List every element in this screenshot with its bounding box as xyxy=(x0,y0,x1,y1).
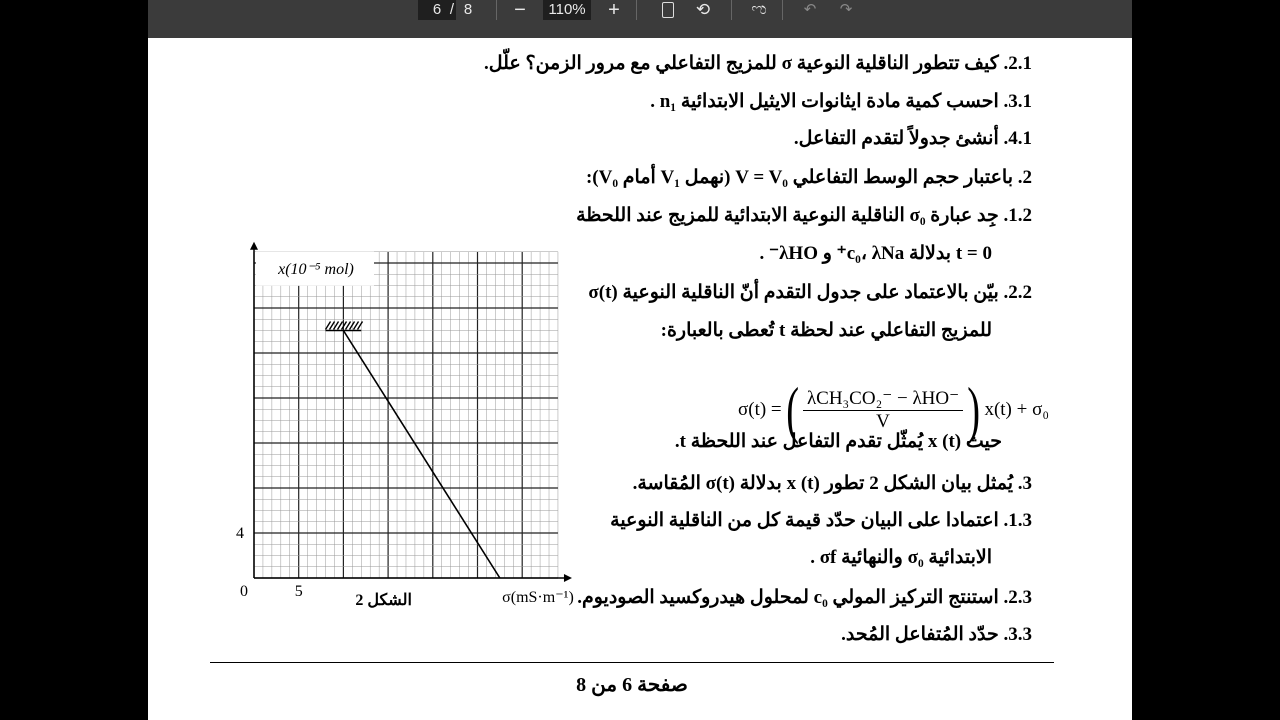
conductivity-formula: σ(t) = ( $\frac{\text{λCH₃CO₂⁻ − λHO⁻}}{V}$ ) x(t) + σ₀ xyxy=(738,374,1049,445)
question-1-2: 1.2. جِد عبارة σ₀ الناقلية النوعية الابتدائية للمزيج عند اللحظة xyxy=(576,205,1032,226)
question-4-1: 4.1. أنشئ جدولاً لتقدم التفاعل. xyxy=(793,128,1032,149)
draw-icon[interactable]: ಌ xyxy=(751,1,767,18)
figure-caption: الشكل 2 xyxy=(355,592,412,609)
x-axis-label: σ(mS·m⁻¹) xyxy=(502,589,574,606)
formula-numerator: λCH₃CO₂⁻ − λHO⁻ xyxy=(803,387,963,411)
footer-divider xyxy=(210,662,1054,663)
question-2-1: 2.1. كيف تتطور الناقلية النوعية σ للمزيج التفاعلي مع مرور الزمن؟ علّل. xyxy=(483,53,1032,74)
zoom-out-button[interactable]: − xyxy=(514,0,526,21)
question-2-2: 2.2. بيّن بالاعتماد على جدول التقدم أنّ الناقلية النوعية σ(t) xyxy=(588,282,1032,303)
formula-note: حيث x (t) يُمثّل تقدم التفاعل عند اللحظة t. xyxy=(674,431,1002,452)
zoom-input[interactable]: 110% xyxy=(543,0,591,20)
rotate-icon[interactable]: ⟲ xyxy=(695,0,711,19)
question-2-3: 2.3. استنتج التركيز المولي c₀ لمحلول هيدروكسيد الصوديوم. xyxy=(577,587,1032,608)
question-3: 3. يُمثل بيان الشكل 2 تطور x (t) بدلالة σ(t) المُقاسة. xyxy=(632,473,1032,494)
question-1-3: 1.3. اعتمادا على البيان حدّد قيمة كل من الناقلية النوعية xyxy=(610,510,1032,531)
formula-lhs: σ(t) = xyxy=(738,399,782,420)
question-3-1: 3.1. احسب كمية مادة ايثانوات الايثيل الابتدائية n₁ . xyxy=(650,91,1032,112)
figure-2-graph xyxy=(230,240,590,620)
question-2-2-cont: للمزيج التفاعلي عند لحظة t تُعطى بالعبارة: xyxy=(660,320,992,341)
redo-icon[interactable]: ↷ xyxy=(839,1,853,18)
formula-rhs: x(t) + σ₀ xyxy=(984,399,1049,420)
y-axis-label: x(10⁻⁵ mol) xyxy=(278,260,354,278)
page-number-input[interactable]: 6 xyxy=(418,0,456,20)
fit-page-icon[interactable] xyxy=(658,0,678,20)
x-axis-arrow xyxy=(564,574,572,582)
y-tick-label: 4 xyxy=(236,525,244,542)
pdf-toolbar xyxy=(148,0,1132,38)
undo-icon[interactable]: ↶ xyxy=(803,1,817,18)
page-footer: صفحة 6 من 8 xyxy=(576,674,688,696)
page-total: 8 xyxy=(463,1,473,18)
formula-denominator: V xyxy=(876,411,890,432)
question-3-3: 3.3. حدّد المُتفاعل المُحد. xyxy=(841,624,1032,645)
y-axis-arrow xyxy=(250,242,258,250)
zoom-in-button[interactable]: + xyxy=(608,0,620,21)
question-1-3-cont: الابتدائية σ₀ والنهائية σf . xyxy=(810,547,992,568)
x-tick-label: 0 xyxy=(240,583,248,600)
page-separator: / xyxy=(449,1,455,18)
x-tick-label: 5 xyxy=(294,583,303,600)
question-1-2-cont: t = 0 بدلالة c₀، λNa⁺ و λHO⁻ . xyxy=(759,243,992,264)
question-2: 2. باعتبار حجم الوسط التفاعلي V = V₀ (نهمل V₁ أمام V₀): xyxy=(585,167,1032,188)
pdf-page xyxy=(148,38,1132,720)
